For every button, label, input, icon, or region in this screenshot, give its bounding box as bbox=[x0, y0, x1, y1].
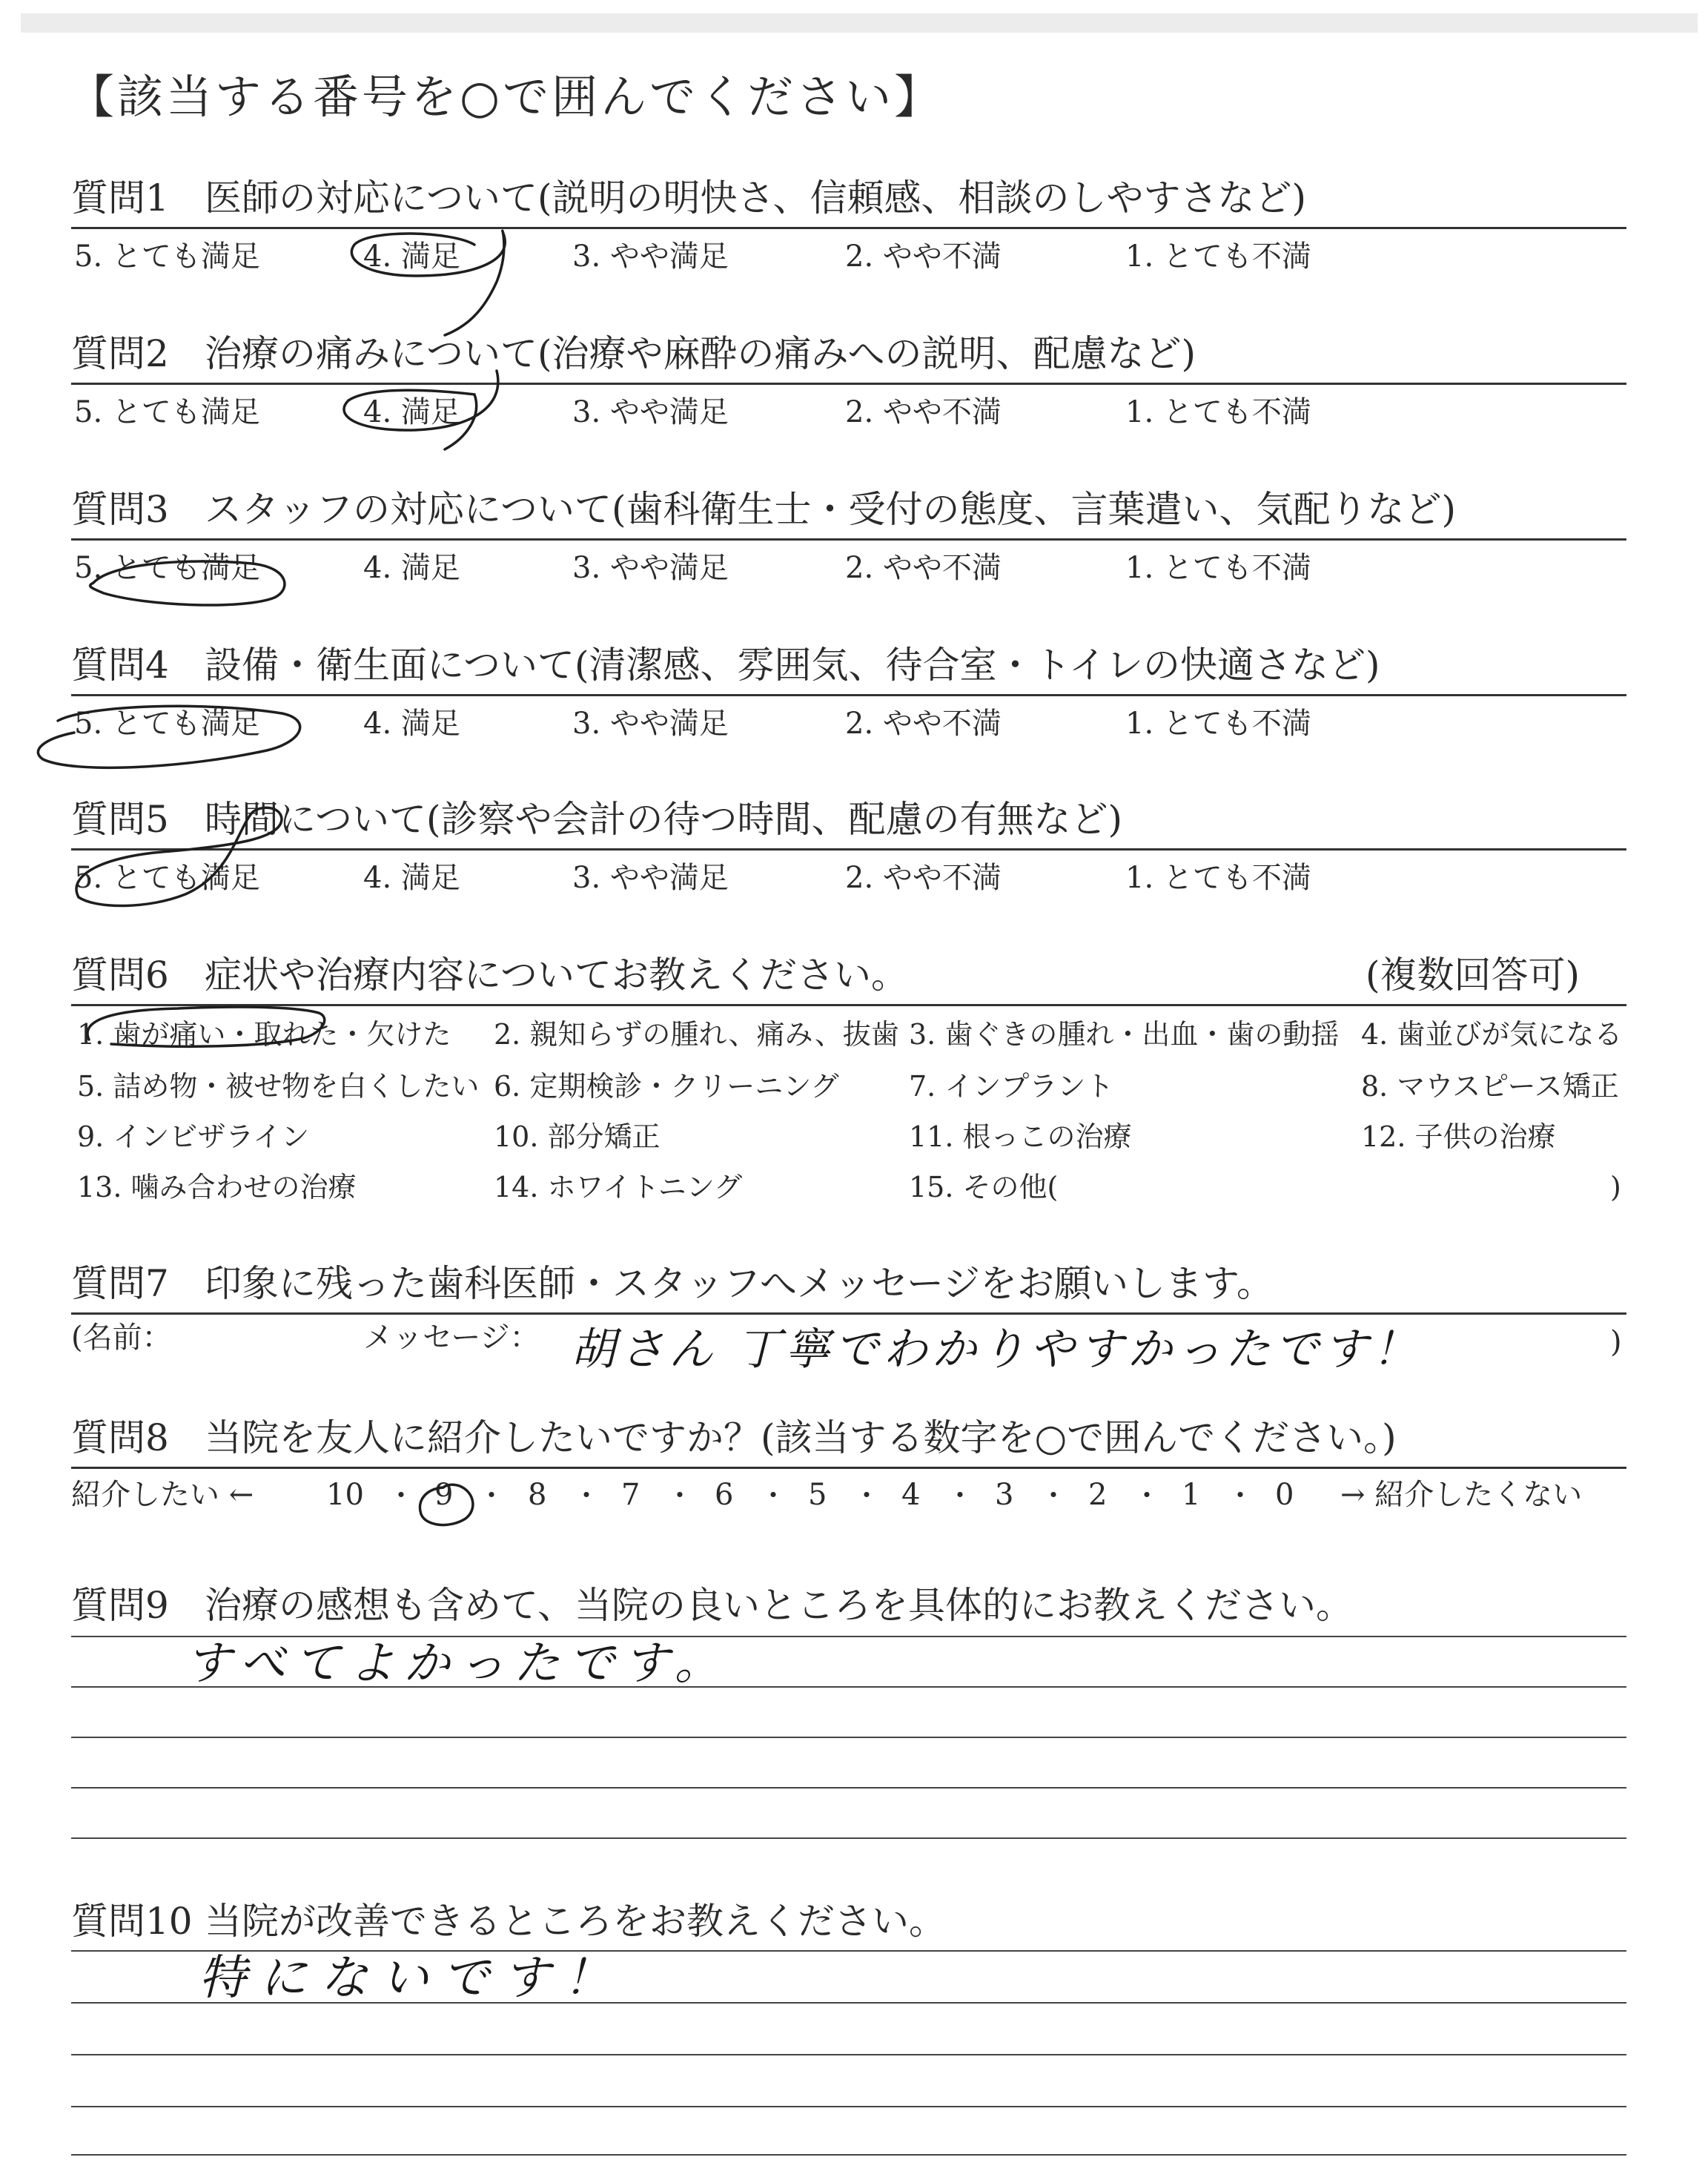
q1-selection-circle bbox=[351, 231, 505, 335]
q1-option-5[interactable]: 5. とても満足 bbox=[74, 240, 260, 274]
q10-text: 当院が改善できるところをお教えください。 bbox=[205, 1900, 946, 1943]
q6-item-9[interactable]: 9. インビザライン bbox=[77, 1120, 310, 1153]
q9-handwritten-answer[interactable]: すべてよかったです。 bbox=[185, 1636, 729, 1690]
q5-option-5[interactable]: 5. とても満足 bbox=[74, 861, 260, 895]
q5-option-2[interactable]: 2. やや不満 bbox=[845, 861, 1002, 895]
q6-label: 質問6 bbox=[71, 954, 169, 997]
q8-dot: ・ bbox=[666, 1479, 695, 1512]
q6-text: 症状や治療内容についてお教えください。 bbox=[205, 954, 908, 997]
q1-option-4[interactable]: 4. 満足 bbox=[363, 240, 460, 274]
q6-selection-circle bbox=[87, 1007, 325, 1046]
q8-label: 質問8 bbox=[71, 1416, 169, 1459]
q5-label: 質問5 bbox=[71, 798, 169, 841]
page-title: 【該当する番号を○で囲んでください】 bbox=[68, 70, 944, 124]
q3-text: スタッフの対応について(歯科衛生士・受付の態度、言葉遣い、気配りなど) bbox=[205, 488, 1457, 531]
q7-message-label: メッセージ： bbox=[363, 1321, 540, 1355]
q1-label: 質問1 bbox=[71, 176, 169, 219]
q8-scale-9[interactable]: 9 bbox=[434, 1478, 454, 1512]
q8-left-label: 紹介したい ← bbox=[71, 1478, 254, 1512]
q8-dot: ・ bbox=[477, 1479, 506, 1512]
q8-scale-0[interactable]: 0 bbox=[1275, 1478, 1294, 1512]
q8-scale-4[interactable]: 4 bbox=[901, 1478, 921, 1512]
q1-text: 医師の対応について(説明の明快さ、信頼感、相談のしやすさなど) bbox=[205, 176, 1307, 219]
q8-right-label: → 紹介したくない bbox=[1340, 1478, 1583, 1512]
q2-option-3[interactable]: 3. やや満足 bbox=[572, 395, 729, 429]
q3-option-4[interactable]: 4. 満足 bbox=[363, 551, 460, 585]
q3-option-5[interactable]: 5. とても満足 bbox=[74, 551, 260, 585]
q6-item-10[interactable]: 10. 部分矯正 bbox=[494, 1120, 661, 1153]
q6-item-2[interactable]: 2. 親知らずの腫れ、痛み、抜歯 bbox=[494, 1018, 899, 1051]
q3-option-3[interactable]: 3. やや満足 bbox=[572, 551, 729, 585]
q4-selection-circle bbox=[38, 706, 299, 767]
q7-name-label: (名前： bbox=[71, 1321, 172, 1355]
q5-option-1[interactable]: 1. とても不満 bbox=[1125, 861, 1311, 895]
q7-handwritten-message[interactable]: 胡さん 丁寧でわかりやすかったです！ bbox=[571, 1324, 1422, 1375]
q8-dot: ・ bbox=[759, 1479, 788, 1512]
q7-close-paren: ) bbox=[1610, 1325, 1622, 1359]
q6-item-14[interactable]: 14. ホワイトニング bbox=[494, 1171, 743, 1203]
q4-option-1[interactable]: 1. とても不満 bbox=[1125, 707, 1311, 741]
q6-item-15-close: ) bbox=[1610, 1171, 1621, 1203]
q8-dot: ・ bbox=[1039, 1479, 1068, 1512]
q2-selection-circle bbox=[344, 371, 498, 449]
q7-text: 印象に残った歯科医師・スタッフへメッセージをお願いします。 bbox=[205, 1262, 1274, 1305]
q8-scale-7[interactable]: 7 bbox=[621, 1478, 640, 1512]
q4-option-3[interactable]: 3. やや満足 bbox=[572, 707, 729, 741]
q1-option-2[interactable]: 2. やや不満 bbox=[845, 240, 1002, 274]
q8-scale-6[interactable]: 6 bbox=[715, 1478, 734, 1512]
q10-handwritten-answer[interactable]: 特にないです！ bbox=[199, 1951, 624, 2006]
q8-scale-3[interactable]: 3 bbox=[995, 1478, 1014, 1512]
q6-item-6[interactable]: 6. 定期検診・クリーニング bbox=[494, 1070, 839, 1103]
q2-option-1[interactable]: 1. とても不満 bbox=[1125, 395, 1311, 429]
q6-item-5[interactable]: 5. 詰め物・被せ物を白くしたい bbox=[77, 1070, 480, 1103]
q6-item-3[interactable]: 3. 歯ぐきの腫れ・出血・歯の動揺 bbox=[909, 1018, 1340, 1051]
q1-option-3[interactable]: 3. やや満足 bbox=[572, 240, 729, 274]
q4-option-2[interactable]: 2. やや不満 bbox=[845, 707, 1002, 741]
q8-dot: ・ bbox=[387, 1479, 416, 1512]
q8-scale-10[interactable]: 10 bbox=[326, 1478, 364, 1512]
q6-item-1[interactable]: 1. 歯が痛い・取れた・欠けた bbox=[77, 1018, 451, 1051]
q3-option-1[interactable]: 1. とても不満 bbox=[1125, 551, 1311, 585]
q6-multi-note: (複数回答可) bbox=[1366, 954, 1580, 997]
q5-text: 時間について(診察や会計の待つ時間、配慮の有無など) bbox=[205, 798, 1123, 841]
q8-dot: ・ bbox=[1226, 1479, 1255, 1512]
q8-dot: ・ bbox=[946, 1479, 975, 1512]
q8-scale-2[interactable]: 2 bbox=[1088, 1478, 1108, 1512]
q4-option-4[interactable]: 4. 満足 bbox=[363, 707, 460, 741]
q6-item-15[interactable]: 15. その他( bbox=[909, 1171, 1059, 1203]
q8-dot: ・ bbox=[572, 1479, 601, 1512]
q6-item-13[interactable]: 13. 噛み合わせの治療 bbox=[77, 1171, 357, 1203]
q8-text: 当院を友人に紹介したいですか？(該当する数字を○で囲んでください。) bbox=[205, 1416, 1397, 1459]
q4-text: 設備・衛生面について(清潔感、雰囲気、待合室・トイレの快適さなど) bbox=[205, 644, 1380, 687]
q8-dot: ・ bbox=[853, 1479, 881, 1512]
q2-option-4[interactable]: 4. 満足 bbox=[363, 395, 460, 429]
q7-label: 質問7 bbox=[71, 1262, 169, 1305]
q6-item-12[interactable]: 12. 子供の治療 bbox=[1361, 1120, 1556, 1153]
q4-label: 質問4 bbox=[71, 644, 169, 687]
q5-option-3[interactable]: 3. やや満足 bbox=[572, 861, 729, 895]
q6-item-4[interactable]: 4. 歯並びが気になる bbox=[1361, 1018, 1623, 1051]
q5-selection-circle bbox=[76, 807, 282, 905]
q10-label: 質問10 bbox=[71, 1900, 193, 1943]
q9-label: 質問9 bbox=[71, 1584, 169, 1627]
q6-item-8[interactable]: 8. マウスピース矯正 bbox=[1361, 1070, 1619, 1103]
q9-text: 治療の感想も含めて、当院の良いところを具体的にお教えください。 bbox=[205, 1584, 1353, 1627]
q2-label: 質問2 bbox=[71, 332, 169, 375]
q8-selection-circle bbox=[420, 1484, 472, 1525]
q6-item-7[interactable]: 7. インプラント bbox=[909, 1070, 1114, 1103]
q3-label: 質問3 bbox=[71, 488, 169, 531]
q8-scale-1[interactable]: 1 bbox=[1182, 1478, 1201, 1512]
q2-option-2[interactable]: 2. やや不満 bbox=[845, 395, 1002, 429]
q6-item-11[interactable]: 11. 根っこの治療 bbox=[909, 1120, 1132, 1153]
q3-option-2[interactable]: 2. やや不満 bbox=[845, 551, 1002, 585]
q1-option-1[interactable]: 1. とても不満 bbox=[1125, 240, 1311, 274]
q8-dot: ・ bbox=[1133, 1479, 1162, 1512]
q8-scale-8[interactable]: 8 bbox=[528, 1478, 547, 1512]
q3-selection-circle bbox=[90, 561, 285, 605]
q4-option-5[interactable]: 5. とても満足 bbox=[74, 707, 260, 741]
q2-text: 治療の痛みについて(治療や麻酔の痛みへの説明、配慮など) bbox=[205, 332, 1196, 375]
q2-option-5[interactable]: 5. とても満足 bbox=[74, 395, 260, 429]
q5-option-4[interactable]: 4. 満足 bbox=[363, 861, 460, 895]
q8-scale-5[interactable]: 5 bbox=[808, 1478, 827, 1512]
